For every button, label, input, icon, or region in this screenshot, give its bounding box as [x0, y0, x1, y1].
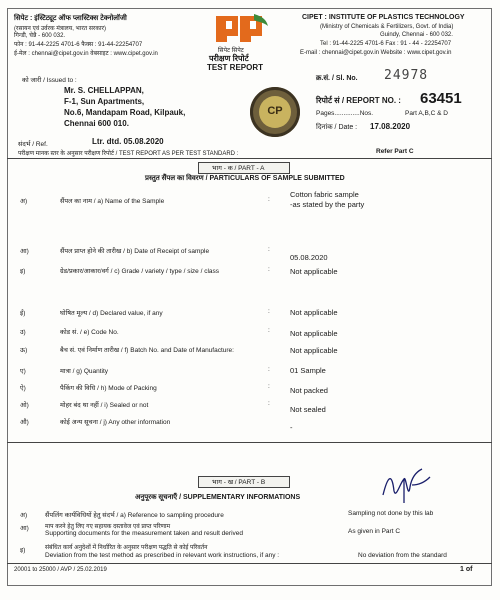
part-b-subheading: अनुपूरक सूचनाएँ / SUPPLEMENTARY INFORMATIONS [135, 494, 301, 501]
page-number: 1 of [460, 566, 473, 573]
issued-to-line-3: No.6, Mandapam Road, Kilpauk, [64, 108, 186, 117]
pages-value: Part A,B,C & D [405, 110, 448, 117]
cipet-logo [208, 14, 270, 58]
institute-name-hindi: सिपेट : इंस्टिट्यूट ऑफ प्लास्टिक्स टेक्नोलॉजी [14, 15, 127, 22]
row-index: आ) [20, 248, 29, 255]
address-hindi: गिन्डी, चेन्नै - 600 032. [14, 33, 66, 39]
colon: : [268, 366, 270, 373]
row-index: ऊ) [20, 347, 28, 354]
issued-to-line-2: F-1, Sun Apartments, [64, 97, 145, 106]
divider [7, 563, 492, 564]
colon: : [268, 266, 270, 273]
row-value-name-of-sample: Cotton fabric sample [290, 190, 359, 199]
row-value-quantity: 01 Sample [290, 366, 326, 375]
row-index: उ) [20, 329, 26, 336]
supp-row-supporting-value: As given in Part C [348, 528, 401, 535]
row-label-date-of-receipt: सैंपल प्राप्त होने की तारीख / b) Date of Receipt of sample [60, 248, 210, 255]
row-label-mode-of-packing: पैकिंग की विधि / h) Mode of Packing [60, 385, 157, 392]
row-index: इ) [20, 268, 26, 275]
row-index: ई) [20, 310, 26, 317]
row-index: औ) [20, 419, 29, 426]
supp-row-deviation-label: Deviation from the test method as prescribed in relevant work instructions, if any : [45, 552, 280, 559]
pages-label: Pages..............Nos. [316, 110, 374, 117]
row-label-quantity: मात्रा / g) Quantity [60, 368, 109, 375]
row-value-date-of-receipt: 05.08.2020 [290, 253, 328, 262]
colon: : [268, 308, 270, 315]
part-b-heading: भाग - ख / PART - B [212, 479, 266, 486]
supp-row-deviation-value: No deviation from the standard [358, 552, 447, 559]
date-value: 17.08.2020 [370, 122, 411, 131]
issued-to-line-4: Chennai 600 010. [64, 119, 129, 128]
row-index: ओ) [20, 402, 29, 409]
supp-row-sampling-value: Sampling not done by this lab [348, 510, 434, 517]
divider [7, 442, 492, 443]
colon: : [268, 327, 270, 334]
divider [7, 158, 492, 159]
address-english: Guindy, Chennai - 600 032. [380, 32, 453, 38]
cipet-seal [250, 87, 300, 137]
row-label-name-of-sample: सैंपल का नाम / a) Name of the Sample [60, 198, 165, 205]
colon: : [268, 246, 270, 253]
supp-row-supporting-hindi: माप करने हेतु लिए गए सहायक दस्तावेज एवं प्राप्त परिणाम [45, 524, 171, 530]
sl-no-value: 24978 [384, 68, 429, 83]
phone-english: Tel : 91-44-2225 4701-6 Fax : 91 - 44 - 22254707 [320, 41, 452, 47]
row-label-grade: ग्रेड/प्रकार/आकार/वर्ग / c) Grade / variety / type / size / class [60, 268, 220, 275]
signature [378, 465, 438, 505]
part-a-heading: भाग - क / PART - A [212, 165, 265, 172]
row-index: अ) [20, 512, 28, 519]
ref-value: Ltr. dtd. 05.08.2020 [92, 137, 164, 146]
row-value-declared-value: Not applicable [290, 308, 338, 317]
title-hindi: परीक्षण रिपोर्ट [209, 54, 249, 63]
row-index: ए) [20, 368, 26, 375]
part-a-subheading: प्रस्तुत सैंपल का विवरण / PARTICULARS OF SAMPLE SUBMITTED [145, 175, 345, 182]
row-value-sealed: Not sealed [290, 405, 326, 414]
row-value-name-of-sample-note: -as stated by the party [290, 200, 365, 209]
report-no-label: रिपोर्ट सं / REPORT NO. : [316, 96, 401, 105]
form-code: 20001 to 25000 / AVP / 25.02.2019 [14, 567, 107, 573]
report-no-value: 63451 [420, 90, 462, 107]
colon: : [268, 400, 270, 407]
row-value-mode-of-packing: Not packed [290, 386, 328, 395]
row-index: ऐ) [20, 385, 26, 392]
row-index: आ) [20, 525, 29, 532]
row-index: अ) [20, 198, 28, 205]
date-label: दिनांक / Date : [316, 124, 358, 131]
colon: : [268, 383, 270, 390]
ministry-english: (Ministry of Chemicals & Fertilizers, Govt. of India) [320, 24, 454, 30]
row-value-grade: Not applicable [290, 267, 338, 276]
row-value-batch-no: Not applicable [290, 346, 338, 355]
logo-caption: सिपेट सिपेट [218, 48, 244, 54]
sl-no-label: क्र.सं. / Sl. No. [316, 75, 358, 82]
colon: : [268, 196, 270, 203]
issued-to-label: को जारी / Issued to : [22, 77, 77, 84]
row-label-declared-value: घोषित मूल्य / d) Declared value, if any [60, 310, 163, 317]
row-index: इ) [20, 547, 26, 554]
row-value-code-no: Not applicable [290, 329, 338, 338]
title-english: TEST REPORT [207, 63, 264, 72]
row-label-batch-no: बैच सं. एवं निर्माण तारीख / f) Batch No. and Date of Manufacture: [60, 347, 234, 354]
row-label-sealed: मोहर बंद था नहीं / i) Sealed or not [60, 402, 149, 409]
row-value-other-info: - [290, 423, 293, 432]
ref-label: संदर्भ / Ref. [18, 141, 48, 148]
row-label-code-no: कोड सं. / e) Code No. [60, 329, 119, 336]
supp-row-supporting-label: Supporting documents for the measurement taken and result derived [45, 530, 244, 537]
seal-text: CP [267, 105, 283, 117]
email-english: E-mail : chennai@cipet.gov.in Website : www.cipet.gov.in [300, 50, 452, 56]
email-hindi: ई-मेल : chennai@cipet.gov.in वेबसाइट : www.cipet.gov.in [14, 51, 158, 57]
phone-hindi: फोन : 91-44-2225 4701-6 फैक्स : 91-44-22254707 [14, 42, 143, 48]
supp-row-deviation-hindi: संबंधित कार्य अनुदेशों में निर्धारित के अनुसार परीक्षण पद्धति से कोई परिवर्तन [45, 545, 208, 551]
ministry-hindi: (रसायन एवं उर्वरक मंत्रालय, भारत सरकार) [14, 26, 106, 32]
institute-name-english: CIPET : INSTITUTE OF PLASTICS TECHNOLOGY [302, 14, 465, 21]
supp-row-sampling-label: सैंपलिंग कार्यविधियों हेतु संदर्भ / a) Reference to sampling procedure [45, 512, 224, 519]
test-standard-label: परीक्षण मानक स्तर के अनुसार परीक्षण रिपोर्ट / TEST REPORT AS PER TEST STANDARD : [18, 151, 239, 157]
issued-to-line-1: Mr. S. CHELLAPPAN, [64, 86, 144, 95]
test-standard-value: Refer Part C [376, 148, 414, 155]
row-label-other-info: कोई अन्य सूचना / j) Any other information [60, 419, 171, 426]
